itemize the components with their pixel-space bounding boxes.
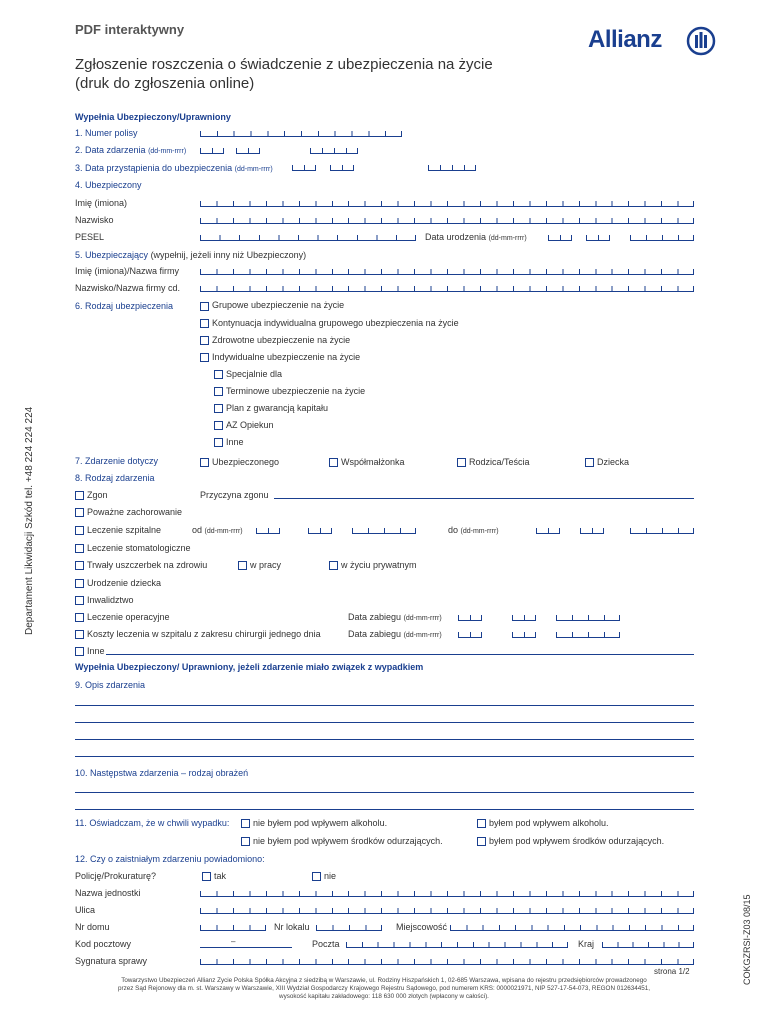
- allianz-logo-text: Allianz: [588, 26, 662, 53]
- unit-name-input[interactable]: [200, 887, 694, 897]
- policyholder-name-cont-label: Nazwisko/Nazwa firmy cd.: [75, 283, 181, 293]
- policyholder-name-cont-input[interactable]: [200, 282, 694, 292]
- injury-at-work-label: w pracy: [250, 560, 282, 570]
- event-dental-label: Leczenie stomatologiczne: [87, 543, 191, 553]
- form-title-line2: (druk do zgłoszenia online): [75, 75, 255, 92]
- event-date-day[interactable]: [200, 144, 224, 154]
- policyholder-text: 5. Ubezpieczający: [75, 250, 149, 260]
- police-no-checkbox[interactable]: [312, 872, 321, 881]
- declaration-checkbox-3[interactable]: [477, 837, 486, 846]
- footer-line-1: Towarzystwo Ubezpieczeń Allianz Życie Polska Spółka Akcyjna z siedzibą w Warszawie, ul. Rodziny Hiszpańskich 1, 02-685 Warszawa, wpisana do rejestru przedsiębiorców prowadzonego: [121, 977, 647, 984]
- hospital-to-day[interactable]: [536, 524, 560, 534]
- day-surgery-date-day[interactable]: [458, 628, 482, 638]
- injury-at-work-checkbox[interactable]: [238, 561, 247, 570]
- insurance-subtype-option-0: Specjalnie dla: [226, 369, 283, 379]
- event-concerns-option-2: Rodzica/Teścia: [469, 457, 530, 467]
- declaration-checkbox-1[interactable]: [477, 819, 486, 828]
- event-surgery-label: Leczenie operacyjne: [87, 612, 170, 622]
- policy-number-input[interactable]: [200, 127, 402, 137]
- hospital-from-text: od: [192, 525, 203, 535]
- insurance-type-checkbox-0[interactable]: [200, 302, 209, 311]
- insured-last-name-input[interactable]: [200, 214, 694, 224]
- footer-line-2: przez Sąd Rejonowy dla m. st. Warszawy w Warszawie, XIII Wydział Gospodarczy Krajowego Rejestru Sądowego, pod numerem KRS: 0000021971, NIP 527-17-54-073, REGON 012634451,: [117, 985, 651, 992]
- declaration-checkbox-0[interactable]: [241, 819, 250, 828]
- event-date-hint: (dd-mm-rrrr): [148, 148, 187, 155]
- insurance-subtype-option-1: Terminowe ubezpieczenie na życie: [226, 386, 366, 396]
- day-surgery-date-hint: (dd-mm-rrrr): [403, 632, 442, 639]
- event-date-text: 2. Data zdarzenia: [75, 145, 146, 155]
- side-contact-text: Departament Likwidacji Szkód tel. +48 224 224 224: [24, 406, 35, 635]
- join-date-month[interactable]: [330, 161, 354, 171]
- event-hospital-checkbox[interactable]: [75, 526, 84, 535]
- day-surgery-date-year[interactable]: [556, 628, 620, 638]
- surgery-date-day[interactable]: [458, 611, 482, 621]
- event-date-month[interactable]: [236, 144, 260, 154]
- policyholder-name-label: Imię (imiona)/Nazwa firmy: [75, 266, 180, 276]
- policyholder-label: [75, 250, 306, 260]
- surgery-date-year[interactable]: [556, 611, 620, 621]
- insured-birth-date-label: [425, 232, 527, 242]
- accident-section-header: Wypełnia Ubezpieczony/ Uprawniony, jeżeli zdarzenie miało związek z wypadkiem: [75, 662, 424, 672]
- hospital-to-hint: (dd-mm-rrrr): [460, 528, 499, 535]
- event-description-line-2[interactable]: [75, 722, 694, 723]
- injuries-line-1[interactable]: [75, 792, 694, 793]
- event-concerns-label: 7. Zdarzenie dotyczy: [75, 456, 159, 466]
- surgery-date-hint: (dd-mm-rrrr): [403, 615, 442, 622]
- country-label: Kraj: [578, 939, 595, 949]
- join-date-label: [75, 163, 273, 173]
- event-concerns-option-1: Współmałżonka: [341, 457, 405, 467]
- event-death-checkbox[interactable]: [75, 491, 84, 500]
- event-day-surgery-checkbox[interactable]: [75, 630, 84, 639]
- insurance-type-option-3: Indywidualne ubezpieczenie na życie: [212, 352, 361, 362]
- postal-code-dash: –: [231, 937, 236, 946]
- street-input[interactable]: [200, 904, 694, 914]
- allianz-eagle-icon: [686, 26, 716, 56]
- footer-line-3: wysokość kapitału zakładowego: 118 630 000 złotych (wpłacony w całości).: [279, 993, 489, 1000]
- post-office-label: Poczta: [312, 939, 340, 949]
- event-concerns-option-3: Dziecka: [597, 457, 630, 467]
- police-question-label: Policję/Prokuraturę?: [75, 871, 157, 881]
- postal-code-label: Kod pocztowy: [75, 939, 132, 949]
- form-title-line1: Zgłoszenie roszczenia o świadczenie z ubezpieczenia na życie: [75, 56, 493, 73]
- event-other-label: Inne: [87, 646, 105, 656]
- policyholder-name-input[interactable]: [200, 265, 694, 275]
- postal-code-input[interactable]: [200, 947, 292, 948]
- day-surgery-date-month[interactable]: [512, 628, 536, 638]
- hospital-from-month[interactable]: [308, 524, 332, 534]
- event-dental-checkbox[interactable]: [75, 544, 84, 553]
- hospital-from-hint: (dd-mm-rrrr): [204, 528, 243, 535]
- allianz-logo: [588, 26, 718, 56]
- insurance-type-option-1: Kontynuacja indywidualna grupowego ubezpieczenia na życie: [212, 318, 459, 328]
- hospital-to-label: [448, 525, 499, 535]
- insurance-type-label: 6. Rodzaj ubezpieczenia: [75, 301, 174, 311]
- event-hospital-label: Leczenie szpitalne: [87, 525, 162, 535]
- event-permanent-injury-checkbox[interactable]: [75, 561, 84, 570]
- join-date-text: 3. Data przystąpienia do ubezpieczenia: [75, 163, 233, 173]
- post-office-input[interactable]: [346, 938, 568, 948]
- event-surgery-checkbox[interactable]: [75, 613, 84, 622]
- event-birth-checkbox[interactable]: [75, 579, 84, 588]
- insurance-type-checkbox-1[interactable]: [200, 319, 209, 328]
- country-input[interactable]: [602, 938, 694, 948]
- policyholder-hint: (wypełnij, jeżeli inny niż Ubezpieczony): [150, 250, 307, 260]
- form-title: [75, 55, 493, 93]
- injuries-line-2[interactable]: [75, 809, 694, 810]
- surgery-date-label: [348, 612, 442, 622]
- declaration-option-3: byłem pod wpływem środków odurzających.: [489, 836, 665, 846]
- insurance-type-option-2: Zdrowotne ubezpieczenie na życie: [212, 335, 351, 345]
- insured-birth-date-month[interactable]: [586, 231, 610, 241]
- insured-pesel-input[interactable]: [200, 231, 416, 241]
- event-description-label: 9. Opis zdarzenia: [75, 680, 146, 690]
- apartment-number-input[interactable]: [316, 921, 382, 931]
- hospital-from-label: [192, 525, 243, 535]
- insurance-type-checkbox-3[interactable]: [200, 353, 209, 362]
- injury-private-checkbox[interactable]: [329, 561, 338, 570]
- declaration-label: 11. Oświadczam, że w chwili wypadku:: [75, 818, 230, 828]
- hospital-from-day[interactable]: [256, 524, 280, 534]
- hospital-to-text: do: [448, 525, 459, 535]
- declaration-option-0: nie byłem pod wpływem alkoholu.: [253, 818, 388, 828]
- event-concerns-option-0: Ubezpieczonego: [212, 457, 280, 467]
- event-date-label: [75, 145, 186, 155]
- surgery-date-text: Data zabiegu: [348, 612, 402, 622]
- event-concerns-checkbox-3[interactable]: [585, 458, 594, 467]
- event-concerns-checkbox-2[interactable]: [457, 458, 466, 467]
- insurance-type-checkbox-2[interactable]: [200, 336, 209, 345]
- declaration-option-2: nie byłem pod wpływem środków odurzających.: [253, 836, 443, 846]
- event-other-input[interactable]: [106, 654, 694, 655]
- insurance-subtype-checkbox-1[interactable]: [214, 387, 223, 396]
- event-disability-label: Inwalidztwo: [87, 595, 134, 605]
- hospital-to-month[interactable]: [580, 524, 604, 534]
- event-date-year[interactable]: [310, 144, 358, 154]
- page-number: strona 1/2: [654, 967, 690, 976]
- notification-label: 12. Czy o zaistniałym zdarzeniu powiadomiono:: [75, 854, 265, 864]
- event-disability-checkbox[interactable]: [75, 596, 84, 605]
- event-permanent-injury-label: Trwały uszczerbek na zdrowiu: [87, 560, 208, 570]
- death-cause-input[interactable]: [274, 498, 694, 499]
- event-type-label: 8. Rodzaj zdarzenia: [75, 473, 155, 483]
- hospital-to-year[interactable]: [630, 524, 694, 534]
- apartment-number-label: Nr lokalu: [274, 922, 310, 932]
- policy-number-label: 1. Numer polisy: [75, 128, 138, 138]
- house-number-label: Nr domu: [75, 922, 110, 932]
- event-serious-illness-checkbox[interactable]: [75, 508, 84, 517]
- insurance-subtype-checkbox-3[interactable]: [214, 421, 223, 430]
- insurance-subtype-checkbox-0[interactable]: [214, 370, 223, 379]
- unit-name-label: Nazwa jednostki: [75, 888, 141, 898]
- insured-first-name-label: Imię (imiona): [75, 198, 128, 208]
- insurance-subtype-option-3: AZ Opiekun: [226, 420, 274, 430]
- hospital-from-year[interactable]: [352, 524, 416, 534]
- event-description-line-4[interactable]: [75, 756, 694, 757]
- insurance-type-option-0: Grupowe ubezpieczenie na życie: [212, 300, 345, 310]
- join-date-hint: (dd-mm-rrrr): [234, 166, 273, 173]
- insured-birth-date-text: Data urodzenia: [425, 232, 487, 242]
- join-date-day[interactable]: [292, 161, 316, 171]
- injuries-label: 10. Następstwa zdarzenia – rodzaj obrażeń: [75, 768, 249, 778]
- house-number-input[interactable]: [200, 921, 266, 931]
- event-description-line-1[interactable]: [75, 705, 694, 706]
- join-date-year[interactable]: [428, 161, 476, 171]
- insured-pesel-label: PESEL: [75, 232, 105, 242]
- event-birth-label: Urodzenie dziecka: [87, 578, 162, 588]
- day-surgery-date-label: [348, 629, 442, 639]
- event-concerns-checkbox-0[interactable]: [200, 458, 209, 467]
- insured-last-name-label: Nazwisko: [75, 215, 114, 225]
- footer-legal: [60, 977, 708, 1001]
- event-description-line-3[interactable]: [75, 739, 694, 740]
- insurance-subtype-option-2: Plan z gwarancją kapitału: [226, 403, 329, 413]
- surgery-date-month[interactable]: [512, 611, 536, 621]
- insured-birth-date-hint: (dd-mm-rrrr): [488, 235, 527, 242]
- section-fill-header: Wypełnia Ubezpieczony/Uprawniony: [75, 112, 231, 122]
- case-number-input[interactable]: [200, 955, 694, 965]
- event-other-checkbox[interactable]: [75, 647, 84, 656]
- police-no-label: nie: [324, 871, 337, 881]
- insurance-subtype-checkbox-2[interactable]: [214, 404, 223, 413]
- day-surgery-date-text: Data zabiegu: [348, 629, 402, 639]
- city-input[interactable]: [450, 921, 694, 931]
- pdf-label: PDF interaktywny: [75, 22, 185, 37]
- insurance-subtype-option-4: Inne: [226, 437, 244, 447]
- event-death-label: Zgon: [87, 490, 108, 500]
- insured-label: 4. Ubezpieczony: [75, 180, 142, 190]
- insured-first-name-input[interactable]: [200, 197, 694, 207]
- city-label: Miejscowość: [396, 922, 448, 932]
- injury-private-label: w życiu prywatnym: [341, 560, 417, 570]
- death-cause-label: Przyczyna zgonu: [200, 490, 269, 500]
- form-code: COKGZRSI-Z03 08/15: [742, 894, 752, 985]
- insured-birth-date-year[interactable]: [630, 231, 694, 241]
- police-yes-label: tak: [214, 871, 227, 881]
- police-yes-checkbox[interactable]: [202, 872, 211, 881]
- declaration-checkbox-2[interactable]: [241, 837, 250, 846]
- street-label: Ulica: [75, 905, 96, 915]
- declaration-option-1: byłem pod wpływem alkoholu.: [489, 818, 609, 828]
- event-day-surgery-label: Koszty leczenia w szpitalu z zakresu chirurgii jednego dnia: [87, 629, 321, 639]
- event-concerns-checkbox-1[interactable]: [329, 458, 338, 467]
- event-serious-illness-label: Poważne zachorowanie: [87, 507, 183, 517]
- insured-birth-date-day[interactable]: [548, 231, 572, 241]
- insurance-subtype-checkbox-4[interactable]: [214, 438, 223, 447]
- case-number-label: Sygnatura sprawy: [75, 956, 148, 966]
